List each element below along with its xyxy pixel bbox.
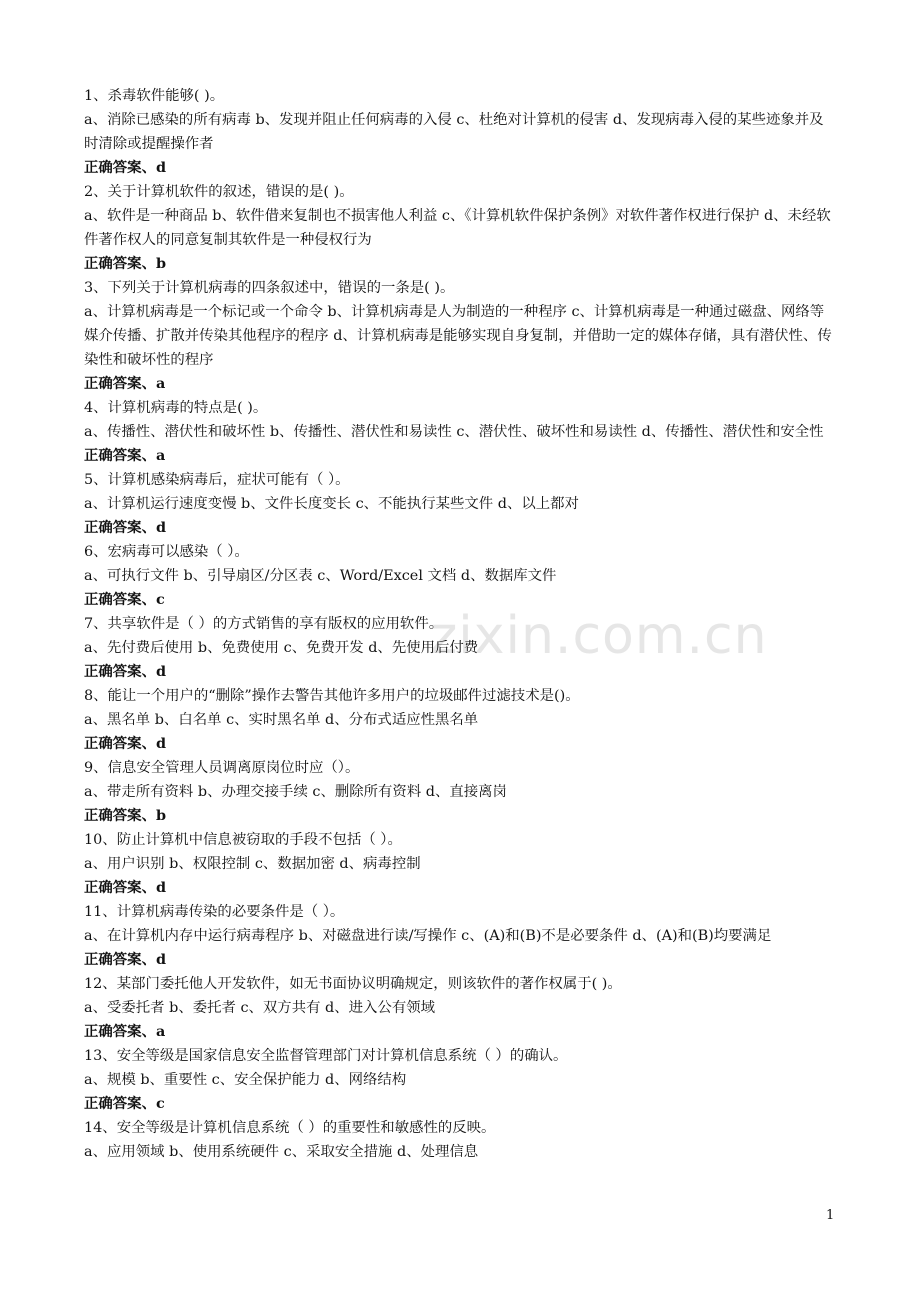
answer-options: a、黑名单 b、白名单 c、实时黑名单 d、分布式适应性黑名单: [84, 712, 479, 728]
correct-answer: 正确答案、d: [84, 519, 167, 536]
question-text: 9、信息安全管理人员调离原岗位时应（）。: [84, 760, 360, 776]
question-text: 1、杀毒软件能够( )。: [84, 88, 225, 104]
question-block: [84, 972, 836, 1044]
question-block: [84, 1116, 836, 1164]
question-text: 13、安全等级是国家信息安全监督管理部门对计算机信息系统（ ）的确认。: [84, 1048, 568, 1064]
question-block: [84, 396, 836, 468]
answer-options: a、计算机病毒是一个标记或一个命令 b、计算机病毒是人为制造的一种程序 c、计算机病毒是一种通过磁盘、网络等媒介传播、扩散并传染其他程序的程序 d、计算机病毒是能够实现自身复制，并借助一定的媒体存储，具有潜伏性、传染性和破坏性的程序: [84, 304, 832, 368]
correct-answer: 正确答案、b: [84, 255, 167, 272]
question-text: 12、某部门委托他人开发软件，如无书面协议明确规定，则该软件的著作权属于( )。: [84, 976, 622, 992]
question-text: 4、计算机病毒的特点是( )。: [84, 400, 268, 416]
correct-answer: 正确答案、d: [84, 951, 167, 968]
correct-answer: 正确答案、a: [84, 375, 166, 392]
question-text: 7、共享软件是（ ）的方式销售的享有版权的应用软件。: [84, 616, 444, 632]
question-block: [84, 180, 836, 276]
correct-answer: 正确答案、c: [84, 1095, 165, 1112]
question-text: 10、防止计算机中信息被窃取的手段不包括（ ）。: [84, 832, 402, 848]
question-text: 2、关于计算机软件的叙述，错误的是( )。: [84, 184, 354, 200]
answer-options: a、受委托者 b、委托者 c、双方共有 d、进入公有领域: [84, 1000, 435, 1016]
correct-answer: 正确答案、d: [84, 663, 167, 680]
correct-answer: 正确答案、c: [84, 591, 165, 608]
answer-options: a、带走所有资料 b、办理交接手续 c、删除所有资料 d、直接离岗: [84, 784, 507, 800]
question-block: [84, 828, 836, 900]
answer-options: a、计算机运行速度变慢 b、文件长度变长 c、不能执行某些文件 d、以上都对: [84, 496, 579, 512]
correct-answer: 正确答案、d: [84, 735, 167, 752]
question-block: [84, 900, 836, 972]
document-body: [84, 84, 836, 1164]
correct-answer: 正确答案、d: [84, 159, 167, 176]
page-number: 1: [826, 1208, 835, 1223]
answer-options: a、先付费后使用 b、免费使用 c、免费开发 d、先使用后付费: [84, 640, 479, 656]
question-block: [84, 276, 836, 396]
answer-options: a、消除已感染的所有病毒 b、发现并阻止任何病毒的入侵 c、杜绝对计算机的侵害 d、发现病毒入侵的某些迹象并及时清除或提醒操作者: [84, 112, 824, 152]
answer-options: a、在计算机内存中运行病毒程序 b、对磁盘进行读/写操作 c、(A)和(B)不是必要条件 d、(A)和(B)均要满足: [84, 928, 772, 944]
question-text: 5、计算机感染病毒后，症状可能有（ ）。: [84, 472, 350, 488]
question-block: [84, 756, 836, 828]
question-text: 8、能让一个用户的“删除”操作去警告其他许多用户的垃圾邮件过滤技术是()。: [84, 688, 580, 704]
answer-options: a、可执行文件 b、引导扇区/分区表 c、Word/Excel 文档 d、数据库文件: [84, 568, 557, 584]
question-text: 14、安全等级是计算机信息系统（ ）的重要性和敏感性的反映。: [84, 1120, 496, 1136]
answer-options: a、软件是一种商品 b、软件借来复制也不损害他人利益 c、《计算机软件保护条例》对软件著作权进行保护 d、未经软件著作权人的同意复制其软件是一种侵权行为: [84, 208, 831, 248]
question-text: 3、下列关于计算机病毒的四条叙述中，错误的一条是( )。: [84, 280, 455, 296]
answer-options: a、传播性、潜伏性和破坏性 b、传播性、潜伏性和易读性 c、潜伏性、破坏性和易读性 d、传播性、潜伏性和安全性: [84, 424, 824, 440]
correct-answer: 正确答案、d: [84, 879, 167, 896]
correct-answer: 正确答案、b: [84, 807, 167, 824]
answer-options: a、应用领域 b、使用系统硬件 c、采取安全措施 d、处理信息: [84, 1144, 479, 1160]
question-block: [84, 540, 836, 612]
watermark: zixin.com.cn: [430, 606, 768, 666]
question-block: [84, 1044, 836, 1116]
answer-options: a、用户识别 b、权限控制 c、数据加密 d、病毒控制: [84, 856, 421, 872]
question-block: [84, 684, 836, 756]
question-text: 6、宏病毒可以感染（ ）。: [84, 544, 249, 560]
answer-options: a、规模 b、重要性 c、安全保护能力 d、网络结构: [84, 1072, 407, 1088]
correct-answer: 正确答案、a: [84, 1023, 166, 1040]
question-text: 11、计算机病毒传染的必要条件是（ ）。: [84, 904, 345, 920]
question-block: [84, 84, 836, 180]
question-block: [84, 612, 836, 684]
question-block: [84, 468, 836, 540]
correct-answer: 正确答案、a: [84, 447, 166, 464]
